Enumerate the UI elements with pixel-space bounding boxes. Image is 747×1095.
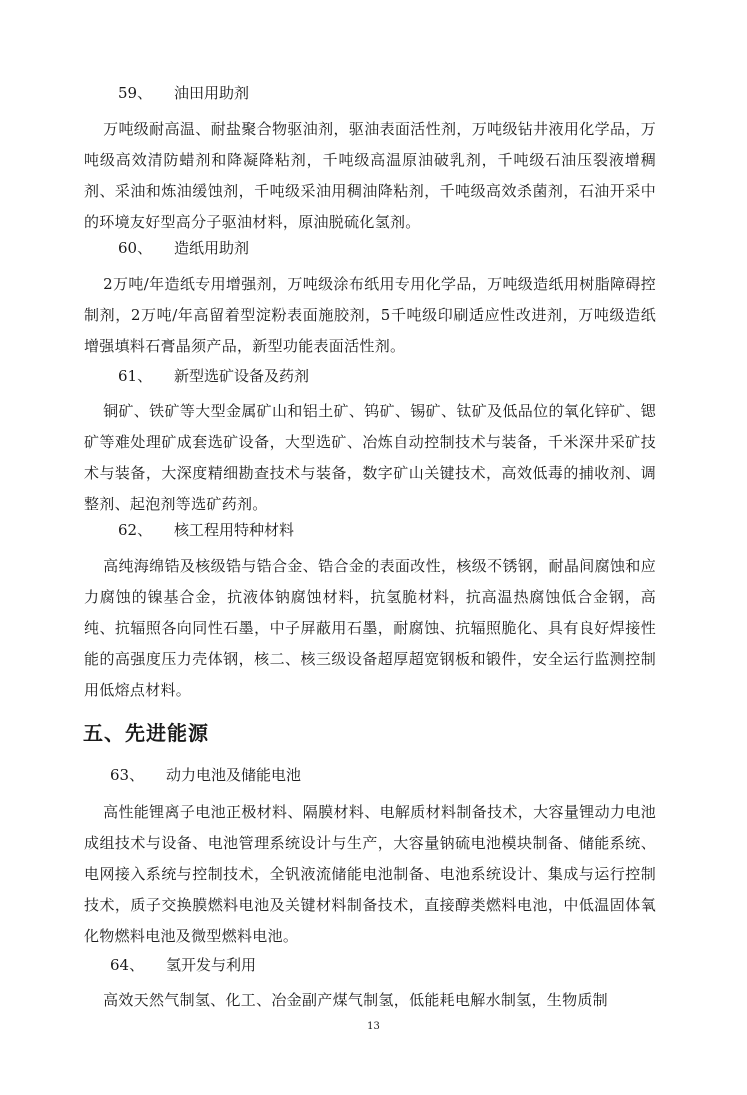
item-number: 60、 (118, 239, 153, 257)
item-title: 油田用助剂 (174, 84, 250, 102)
item-title: 造纸用助剂 (174, 239, 250, 257)
item-body-59: 万吨级耐高温、耐盐聚合物驱油剂，驱油表面活性剂，万吨级钻井液用化学品，万吨级高效清防蜡剂和降凝降粘剂，千吨级高温原油破乳剂，千吨级石油压裂液增稠剂、采油和炼油缓蚀剂，千吨级采油用稠油降粘剂，千吨级高效杀菌剂，石油开采中的环境友好型高分子驱油材料，原油脱硫化氢剂。 (84, 120, 656, 231)
item-title: 动力电池及储能电池 (166, 766, 302, 784)
item-number: 63、 (110, 766, 145, 784)
item-number: 59、 (118, 84, 153, 102)
item-heading-59 (118, 83, 249, 103)
item-heading-61 (118, 366, 309, 386)
item-heading-62 (118, 520, 294, 540)
item-number: 64、 (110, 956, 145, 974)
item-body-60: 2万吨/年造纸专用增强剂，万吨级涂布纸用专用化学品，万吨级造纸用树脂障碍控制剂，2万吨/年高留着型淀粉表面施胶剂，5千吨级印刷适应性改进剂，万吨级造纸增强填料石膏晶须产品，新型功能表面活性剂。 (84, 275, 656, 355)
item-title: 氢开发与利用 (166, 956, 257, 974)
item-heading-64 (110, 955, 256, 975)
item-body-64: 高效天然气制氢、化工、冶金副产煤气制氢，低能耗电解水制氢，生物质制 (103, 991, 608, 1009)
section-title: 五、先进能源 (83, 721, 209, 745)
item-body-61: 铜矿、铁矿等大型金属矿山和铝土矿、钨矿、锡矿、钛矿及低品位的氧化锌矿、锶矿等难处理矿成套选矿设备，大型选矿、冶炼自动控制技术与装备，千米深井采矿技术与装备，大深度精细勘查技术与装备，数字矿山关键技术，高效低毒的捕收剂、调整剂、起泡剂等选矿药剂。 (84, 402, 656, 513)
item-body-63: 高性能锂离子电池正极材料、隔膜材料、电解质材料制备技术，大容量锂动力电池成组技术与设备、电池管理系统设计与生产，大容量钠硫电池模块制备、储能系统、电网接入系统与控制技术，全钒液流储能电池制备、电池系统设计、集成与运行控制技术，质子交换膜燃料电池及关键材料制备技术，直接醇类燃料电池，中低温固体氧化物燃料电池及微型燃料电池。 (84, 803, 656, 945)
page-number: 13 (367, 1021, 380, 1032)
item-heading-60 (118, 238, 249, 258)
item-heading-63 (110, 765, 301, 785)
item-body-62: 高纯海绵锆及核级锆与锆合金、锆合金的表面改性，核级不锈钢，耐晶间腐蚀和应力腐蚀的镍基合金，抗液体钠腐蚀材料，抗氢脆材料，抗高温热腐蚀低合金钢，高纯、抗辐照各向同性石墨，中子屏蔽用石墨，耐腐蚀、抗辐照脆化、具有良好焊接性能的高强度压力壳体钢，核二、核三级设备超厚超宽钢板和锻件，安全运行监测控制用低熔点材料。 (84, 557, 656, 699)
item-number: 62、 (118, 521, 153, 539)
item-number: 61、 (118, 367, 153, 385)
item-title: 新型选矿设备及药剂 (174, 367, 310, 385)
item-title: 核工程用特种材料 (174, 521, 295, 539)
